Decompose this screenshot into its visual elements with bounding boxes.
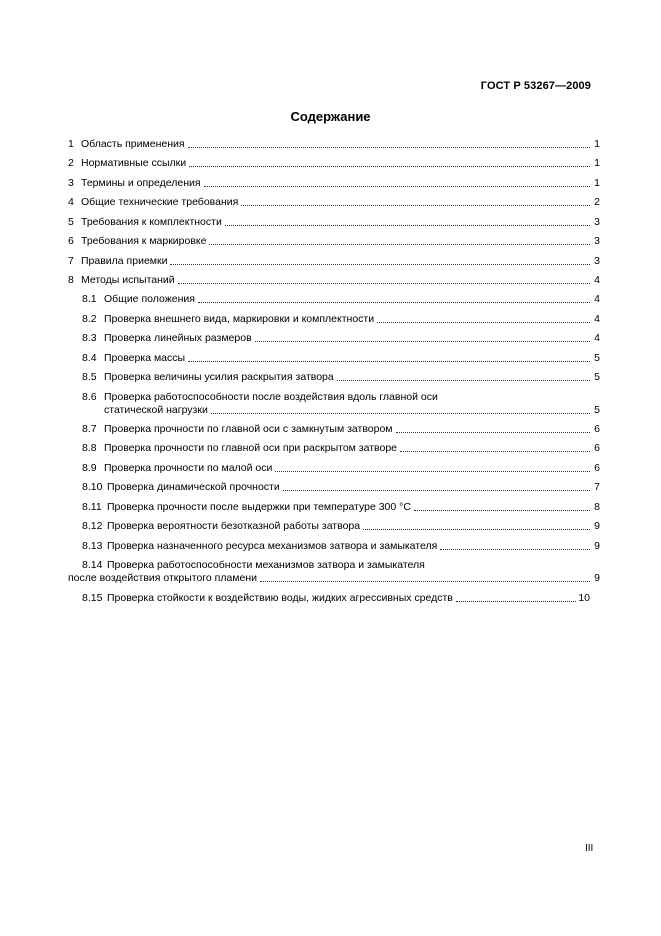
- leader-dots: [225, 215, 590, 226]
- toc-entry-number: 3: [68, 177, 74, 189]
- toc-entry-number: 8.6: [82, 391, 97, 403]
- toc-entry-page: 6: [594, 442, 600, 454]
- toc-entry-page: 9: [594, 520, 600, 532]
- toc-entry-number: 1: [68, 138, 74, 150]
- toc-subentry[interactable]: [82, 519, 600, 533]
- toc-entry-page: 3: [594, 216, 600, 228]
- toc-entry-page: 2: [594, 196, 600, 208]
- toc-entry-number: 8.12: [82, 520, 103, 532]
- toc-entry-label: Методы испытаний: [81, 274, 175, 286]
- toc-entry-label: Проверка вероятности безотказной работы затвора: [107, 520, 361, 532]
- toc-entry-number: 8: [68, 274, 74, 286]
- toc-entry-number: 8.3: [82, 332, 97, 344]
- toc-entry-number: 8.15: [82, 592, 103, 604]
- toc-subentry[interactable]: [82, 539, 600, 553]
- leader-dots: [170, 254, 590, 265]
- toc-entry-page: 10: [578, 592, 590, 604]
- leader-dots: [414, 500, 590, 511]
- toc-entry-page: 3: [594, 255, 600, 267]
- toc-entry-page: 4: [594, 293, 600, 305]
- toc-entry-label: Область применения: [81, 138, 185, 150]
- toc-entry-label: Общие технические требования: [81, 196, 239, 208]
- toc-subentry-first-line: [82, 558, 425, 572]
- leader-dots: [188, 351, 590, 362]
- toc-subentry[interactable]: [82, 312, 600, 326]
- toc-entry-page: 1: [594, 138, 600, 150]
- toc-entry-label: Проверка назначенного ресурса механизмов затвора и замыкателя: [107, 540, 438, 552]
- toc-subentry[interactable]: [104, 403, 600, 417]
- toc-entry-page: 1: [594, 177, 600, 189]
- toc-subentry[interactable]: [82, 591, 590, 605]
- leader-dots: [400, 441, 590, 452]
- toc-subentry[interactable]: [82, 441, 600, 455]
- toc-entry-page: 3: [594, 235, 600, 247]
- toc-subentry[interactable]: [82, 331, 600, 345]
- toc-entry-page: 4: [594, 332, 600, 344]
- leader-dots: [283, 480, 590, 491]
- toc-entry-number: 8.11: [82, 501, 102, 513]
- toc-entry-label: Проверка прочности по главной оси с замкнутым затвором: [104, 423, 393, 435]
- leader-dots: [204, 176, 590, 187]
- toc-entry-label: Общие положения: [104, 293, 195, 305]
- toc-entry-page: 6: [594, 423, 600, 435]
- toc-entry-number: 8.2: [82, 313, 97, 325]
- toc-entry-page: 1: [594, 157, 600, 169]
- leader-dots: [209, 234, 590, 245]
- toc-entry-number: 2: [68, 157, 74, 169]
- toc-entry-page: 9: [594, 540, 600, 552]
- toc-subentry[interactable]: [82, 480, 600, 494]
- toc-entry-label: Проверка работоспособности механизмов затвора и замыкателя: [107, 559, 425, 571]
- toc-subentry[interactable]: [82, 370, 600, 384]
- toc-entry-page: 4: [594, 313, 600, 325]
- toc-entry-label: Проверка прочности по главной оси при раскрытом затворе: [104, 442, 398, 454]
- toc-entry[interactable]: [68, 156, 600, 170]
- toc-subentry[interactable]: [82, 500, 600, 514]
- toc-entry-label: Проверка стойкости к воздействию воды, жидких агрессивных средств: [107, 592, 453, 604]
- leader-dots: [189, 156, 590, 167]
- toc-entry-label: Проверка работоспособности после воздействия вдоль главной оси: [104, 391, 438, 403]
- toc-entry-number: 4: [68, 196, 74, 208]
- leader-dots: [337, 370, 590, 381]
- toc-entry-label: Требования к маркировке: [81, 235, 207, 247]
- toc-entry[interactable]: [68, 195, 600, 209]
- toc-entry-page: 5: [594, 404, 600, 416]
- toc-entry-number: 8.7: [82, 423, 97, 435]
- toc-entry-page: 6: [594, 462, 600, 474]
- toc-entry-label: Нормативные ссылки: [81, 157, 187, 169]
- leader-dots: [260, 571, 590, 582]
- toc-entry-label: Проверка внешнего вида, маркировки и комплектности: [104, 313, 375, 325]
- toc-entry-label: Термины и определения: [81, 177, 201, 189]
- toc-entry-label: Проверка прочности по малой оси: [104, 462, 273, 474]
- toc-entry-page: 7: [594, 481, 600, 493]
- toc-subentry[interactable]: [68, 571, 600, 585]
- toc-entry-label: Проверка массы: [104, 352, 186, 364]
- toc-subentry[interactable]: [82, 422, 600, 436]
- toc-entry-label: Правила приемки: [81, 255, 168, 267]
- toc-entry-label: Проверка линейных размеров: [104, 332, 252, 344]
- toc-entry-page: 5: [594, 371, 600, 383]
- toc-entry[interactable]: [68, 273, 600, 287]
- toc-entry-label: Требования к комплектности: [81, 216, 222, 228]
- toc-entry-page: 4: [594, 274, 600, 286]
- toc-entry[interactable]: [68, 176, 600, 190]
- toc-entry-label: Проверка динамической прочности: [107, 481, 280, 493]
- leader-dots: [456, 591, 576, 602]
- toc-entry-number: 8.5: [82, 371, 97, 383]
- toc-entry-number: 8.1: [82, 293, 97, 305]
- toc-entry[interactable]: [68, 215, 600, 229]
- leader-dots: [188, 137, 590, 148]
- toc-entry-page: 9: [594, 572, 600, 584]
- toc-entry-number: 8.13: [82, 540, 103, 552]
- toc-entry-page: 5: [594, 352, 600, 364]
- leader-dots: [377, 312, 590, 323]
- toc-entry[interactable]: [68, 137, 600, 151]
- toc-entry[interactable]: [68, 254, 600, 268]
- toc-subentry[interactable]: [82, 461, 600, 475]
- toc-entry-number: 8.14: [82, 559, 103, 571]
- leader-dots: [275, 461, 590, 472]
- leader-dots: [255, 331, 590, 342]
- toc-subentry[interactable]: [82, 351, 600, 365]
- toc-entry-label-continued: после воздействия открытого пламени: [68, 572, 258, 584]
- leader-dots: [198, 292, 590, 303]
- toc-entry-number: 6: [68, 235, 74, 247]
- leader-dots: [363, 519, 590, 530]
- page-number: III: [585, 843, 594, 854]
- toc-entry-number: 8.9: [82, 462, 97, 474]
- leader-dots: [396, 422, 590, 433]
- toc-entry-label: Проверка величины усилия раскрытия затвора: [104, 371, 334, 383]
- toc-entry-label-continued: статической нагрузки: [104, 404, 208, 416]
- leader-dots: [211, 403, 590, 414]
- leader-dots: [440, 539, 590, 550]
- leader-dots: [241, 195, 590, 206]
- toc-subentry-first-line: [82, 390, 438, 404]
- document-code: ГОСТ Р 53267—2009: [480, 80, 591, 92]
- toc-entry-label: Проверка прочности после выдержки при температуре 300 °С: [107, 501, 411, 513]
- toc-entry-number: 7: [68, 255, 74, 267]
- leader-dots: [178, 273, 590, 284]
- toc-entry-number: 8.8: [82, 442, 97, 454]
- toc-subentry[interactable]: [82, 292, 600, 306]
- toc-entry-page: 8: [594, 501, 600, 513]
- toc-entry-number: 8.10: [82, 481, 103, 493]
- toc-title: Содержание: [290, 109, 371, 124]
- toc-entry-number: 8.4: [82, 352, 97, 364]
- toc-entry-number: 5: [68, 216, 74, 228]
- toc-entry[interactable]: [68, 234, 600, 248]
